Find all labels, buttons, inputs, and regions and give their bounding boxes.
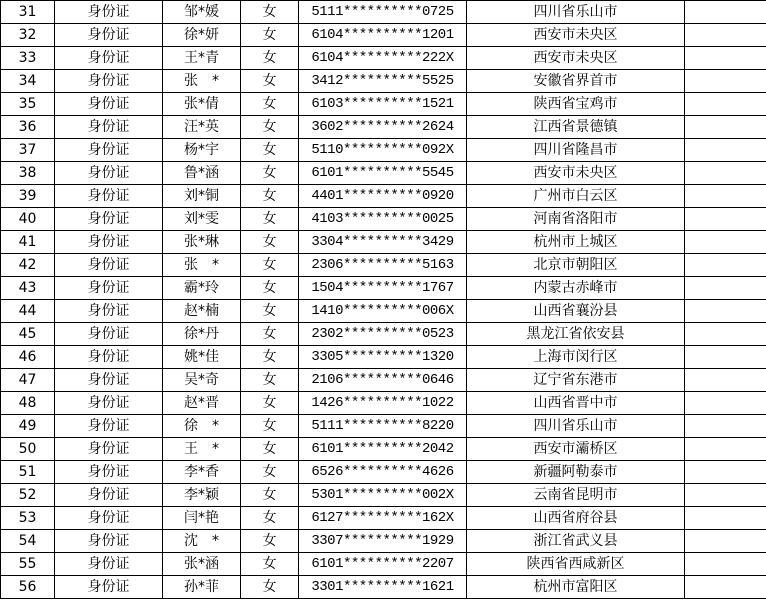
row-number-cell: 45: [1, 323, 55, 346]
document-type-cell: 身份证: [55, 162, 163, 185]
gender-cell: 女: [241, 415, 299, 438]
id-number-cell: 3602**********2624: [299, 116, 467, 139]
name-cell: 闫*艳: [163, 507, 241, 530]
name-cell: 孙*菲: [163, 576, 241, 599]
document-type-cell: 身份证: [55, 277, 163, 300]
table-row: [1, 369, 766, 392]
table-row: [1, 553, 766, 576]
document-type-cell: 身份证: [55, 24, 163, 47]
row-number-cell: 49: [1, 415, 55, 438]
document-type-cell: 身份证: [55, 323, 163, 346]
name-cell: 赵*晋: [163, 392, 241, 415]
document-type-cell: 身份证: [55, 415, 163, 438]
table-row: [1, 323, 766, 346]
table-row: [1, 47, 766, 70]
region-cell: 云南省昆明市: [467, 484, 685, 507]
id-number-cell: 5111**********0725: [299, 1, 467, 24]
table-row: [1, 70, 766, 93]
name-cell: 王*青: [163, 47, 241, 70]
gender-cell: 女: [241, 254, 299, 277]
row-number-cell: 53: [1, 507, 55, 530]
table-row: [1, 507, 766, 530]
id-number-cell: 3305**********1320: [299, 346, 467, 369]
row-number-cell: 48: [1, 392, 55, 415]
id-number-cell: 6104**********222X: [299, 47, 467, 70]
table-row: [1, 24, 766, 47]
name-cell: 吴*奇: [163, 369, 241, 392]
gender-cell: 女: [241, 530, 299, 553]
document-type-cell: 身份证: [55, 300, 163, 323]
region-cell: 陕西省宝鸡市: [467, 93, 685, 116]
name-cell: 汪*英: [163, 116, 241, 139]
table-row: [1, 530, 766, 553]
region-cell: 浙江省武义县: [467, 530, 685, 553]
row-number-cell: 44: [1, 300, 55, 323]
table-row: [1, 300, 766, 323]
id-number-cell: 3307**********1929: [299, 530, 467, 553]
id-number-cell: 2306**********5163: [299, 254, 467, 277]
row-number-cell: 54: [1, 530, 55, 553]
empty-cell: [685, 254, 766, 277]
gender-cell: 女: [241, 208, 299, 231]
table-row: [1, 116, 766, 139]
document-type-cell: 身份证: [55, 231, 163, 254]
region-cell: 北京市朝阳区: [467, 254, 685, 277]
name-cell: 张*涵: [163, 553, 241, 576]
region-cell: 四川省乐山市: [467, 415, 685, 438]
gender-cell: 女: [241, 162, 299, 185]
table-row: [1, 346, 766, 369]
empty-cell: [685, 323, 766, 346]
gender-cell: 女: [241, 438, 299, 461]
row-number-cell: 36: [1, 116, 55, 139]
region-cell: 黑龙江省依安县: [467, 323, 685, 346]
table-row: [1, 139, 766, 162]
empty-cell: [685, 461, 766, 484]
gender-cell: 女: [241, 300, 299, 323]
document-type-cell: 身份证: [55, 254, 163, 277]
document-type-cell: 身份证: [55, 208, 163, 231]
document-type-cell: 身份证: [55, 530, 163, 553]
empty-cell: [685, 300, 766, 323]
empty-cell: [685, 346, 766, 369]
empty-cell: [685, 162, 766, 185]
table-row: [1, 576, 766, 599]
row-number-cell: 51: [1, 461, 55, 484]
region-cell: 内蒙古赤峰市: [467, 277, 685, 300]
id-number-cell: 5111**********8220: [299, 415, 467, 438]
row-number-cell: 35: [1, 93, 55, 116]
id-number-cell: 2106**********0646: [299, 369, 467, 392]
document-type-cell: 身份证: [55, 369, 163, 392]
table-row: [1, 1, 766, 24]
gender-cell: 女: [241, 116, 299, 139]
gender-cell: 女: [241, 139, 299, 162]
region-cell: 辽宁省东港市: [467, 369, 685, 392]
gender-cell: 女: [241, 576, 299, 599]
table-row: [1, 185, 766, 208]
row-number-cell: 55: [1, 553, 55, 576]
id-number-cell: 3412**********5525: [299, 70, 467, 93]
id-number-cell: 4401**********0920: [299, 185, 467, 208]
row-number-cell: 40: [1, 208, 55, 231]
empty-cell: [685, 70, 766, 93]
region-cell: 西安市未央区: [467, 24, 685, 47]
gender-cell: 女: [241, 231, 299, 254]
id-number-cell: 3304**********3429: [299, 231, 467, 254]
gender-cell: 女: [241, 1, 299, 24]
gender-cell: 女: [241, 47, 299, 70]
name-cell: 张 *: [163, 70, 241, 93]
id-number-cell: 6101**********2207: [299, 553, 467, 576]
document-type-cell: 身份证: [55, 1, 163, 24]
gender-cell: 女: [241, 277, 299, 300]
document-type-cell: 身份证: [55, 461, 163, 484]
table-body: [1, 1, 766, 599]
table-row: [1, 438, 766, 461]
region-cell: 山西省府谷县: [467, 507, 685, 530]
name-cell: 杨*宇: [163, 139, 241, 162]
table-row: [1, 484, 766, 507]
empty-cell: [685, 507, 766, 530]
row-number-cell: 50: [1, 438, 55, 461]
id-number-cell: 4103**********0025: [299, 208, 467, 231]
document-type-cell: 身份证: [55, 93, 163, 116]
empty-cell: [685, 139, 766, 162]
name-cell: 徐*妍: [163, 24, 241, 47]
row-number-cell: 37: [1, 139, 55, 162]
name-cell: 王 *: [163, 438, 241, 461]
document-type-cell: 身份证: [55, 116, 163, 139]
name-cell: 张 *: [163, 254, 241, 277]
empty-cell: [685, 93, 766, 116]
empty-cell: [685, 47, 766, 70]
gender-cell: 女: [241, 346, 299, 369]
empty-cell: [685, 438, 766, 461]
name-cell: 鲁*涵: [163, 162, 241, 185]
table-row: [1, 392, 766, 415]
id-number-cell: 6103**********1521: [299, 93, 467, 116]
table-row: [1, 277, 766, 300]
empty-cell: [685, 415, 766, 438]
empty-cell: [685, 231, 766, 254]
region-cell: 西安市未央区: [467, 162, 685, 185]
id-number-cell: 6101**********2042: [299, 438, 467, 461]
name-cell: 刘*铜: [163, 185, 241, 208]
region-cell: 山西省晋中市: [467, 392, 685, 415]
document-type-cell: 身份证: [55, 507, 163, 530]
id-number-cell: 6101**********5545: [299, 162, 467, 185]
empty-cell: [685, 1, 766, 24]
region-cell: 西安市未央区: [467, 47, 685, 70]
region-cell: 安徽省界首市: [467, 70, 685, 93]
row-number-cell: 34: [1, 70, 55, 93]
table-row: [1, 162, 766, 185]
gender-cell: 女: [241, 553, 299, 576]
region-cell: 陕西省西咸新区: [467, 553, 685, 576]
region-cell: 山西省襄汾县: [467, 300, 685, 323]
empty-cell: [685, 484, 766, 507]
empty-cell: [685, 208, 766, 231]
name-cell: 李*颖: [163, 484, 241, 507]
name-cell: 邹*媛: [163, 1, 241, 24]
name-cell: 赵*楠: [163, 300, 241, 323]
name-cell: 沈 *: [163, 530, 241, 553]
region-cell: 西安市灞桥区: [467, 438, 685, 461]
row-number-cell: 43: [1, 277, 55, 300]
region-cell: 广州市白云区: [467, 185, 685, 208]
region-cell: 江西省景德镇: [467, 116, 685, 139]
table-row: [1, 231, 766, 254]
gender-cell: 女: [241, 507, 299, 530]
row-number-cell: 41: [1, 231, 55, 254]
region-cell: 四川省隆昌市: [467, 139, 685, 162]
table-row: [1, 208, 766, 231]
document-type-cell: 身份证: [55, 438, 163, 461]
id-number-cell: 5110**********092X: [299, 139, 467, 162]
id-number-cell: 6526**********4626: [299, 461, 467, 484]
id-number-cell: 2302**********0523: [299, 323, 467, 346]
row-number-cell: 31: [1, 1, 55, 24]
document-type-cell: 身份证: [55, 70, 163, 93]
id-number-cell: 1426**********1022: [299, 392, 467, 415]
row-number-cell: 38: [1, 162, 55, 185]
document-type-cell: 身份证: [55, 47, 163, 70]
gender-cell: 女: [241, 484, 299, 507]
empty-cell: [685, 185, 766, 208]
row-number-cell: 46: [1, 346, 55, 369]
gender-cell: 女: [241, 185, 299, 208]
name-cell: 徐 *: [163, 415, 241, 438]
document-type-cell: 身份证: [55, 553, 163, 576]
id-number-cell: 6127**********162X: [299, 507, 467, 530]
name-cell: 李*香: [163, 461, 241, 484]
row-number-cell: 47: [1, 369, 55, 392]
table-row: [1, 254, 766, 277]
gender-cell: 女: [241, 461, 299, 484]
gender-cell: 女: [241, 70, 299, 93]
document-type-cell: 身份证: [55, 346, 163, 369]
id-number-cell: 5301**********002X: [299, 484, 467, 507]
table-row: [1, 415, 766, 438]
row-number-cell: 42: [1, 254, 55, 277]
name-cell: 霸*玲: [163, 277, 241, 300]
gender-cell: 女: [241, 24, 299, 47]
gender-cell: 女: [241, 369, 299, 392]
row-number-cell: 33: [1, 47, 55, 70]
table-row: [1, 461, 766, 484]
name-cell: 徐*丹: [163, 323, 241, 346]
name-cell: 张*琳: [163, 231, 241, 254]
gender-cell: 女: [241, 323, 299, 346]
gender-cell: 女: [241, 93, 299, 116]
table-row: [1, 93, 766, 116]
row-number-cell: 32: [1, 24, 55, 47]
empty-cell: [685, 392, 766, 415]
empty-cell: [685, 576, 766, 599]
name-cell: 张*倩: [163, 93, 241, 116]
name-cell: 刘*雯: [163, 208, 241, 231]
region-cell: 杭州市富阳区: [467, 576, 685, 599]
empty-cell: [685, 530, 766, 553]
empty-cell: [685, 116, 766, 139]
row-number-cell: 39: [1, 185, 55, 208]
name-cell: 姚*佳: [163, 346, 241, 369]
empty-cell: [685, 277, 766, 300]
document-type-cell: 身份证: [55, 185, 163, 208]
id-number-cell: 6104**********1201: [299, 24, 467, 47]
region-cell: 新疆阿勒泰市: [467, 461, 685, 484]
region-cell: 河南省洛阳市: [467, 208, 685, 231]
row-number-cell: 56: [1, 576, 55, 599]
document-type-cell: 身份证: [55, 576, 163, 599]
region-cell: 上海市闵行区: [467, 346, 685, 369]
region-cell: 四川省乐山市: [467, 1, 685, 24]
id-number-cell: 1504**********1767: [299, 277, 467, 300]
gender-cell: 女: [241, 392, 299, 415]
id-number-cell: 1410**********006X: [299, 300, 467, 323]
empty-cell: [685, 369, 766, 392]
document-type-cell: 身份证: [55, 484, 163, 507]
document-type-cell: 身份证: [55, 139, 163, 162]
region-cell: 杭州市上城区: [467, 231, 685, 254]
empty-cell: [685, 24, 766, 47]
row-number-cell: 52: [1, 484, 55, 507]
empty-cell: [685, 553, 766, 576]
id-number-cell: 3301**********1621: [299, 576, 467, 599]
document-type-cell: 身份证: [55, 392, 163, 415]
